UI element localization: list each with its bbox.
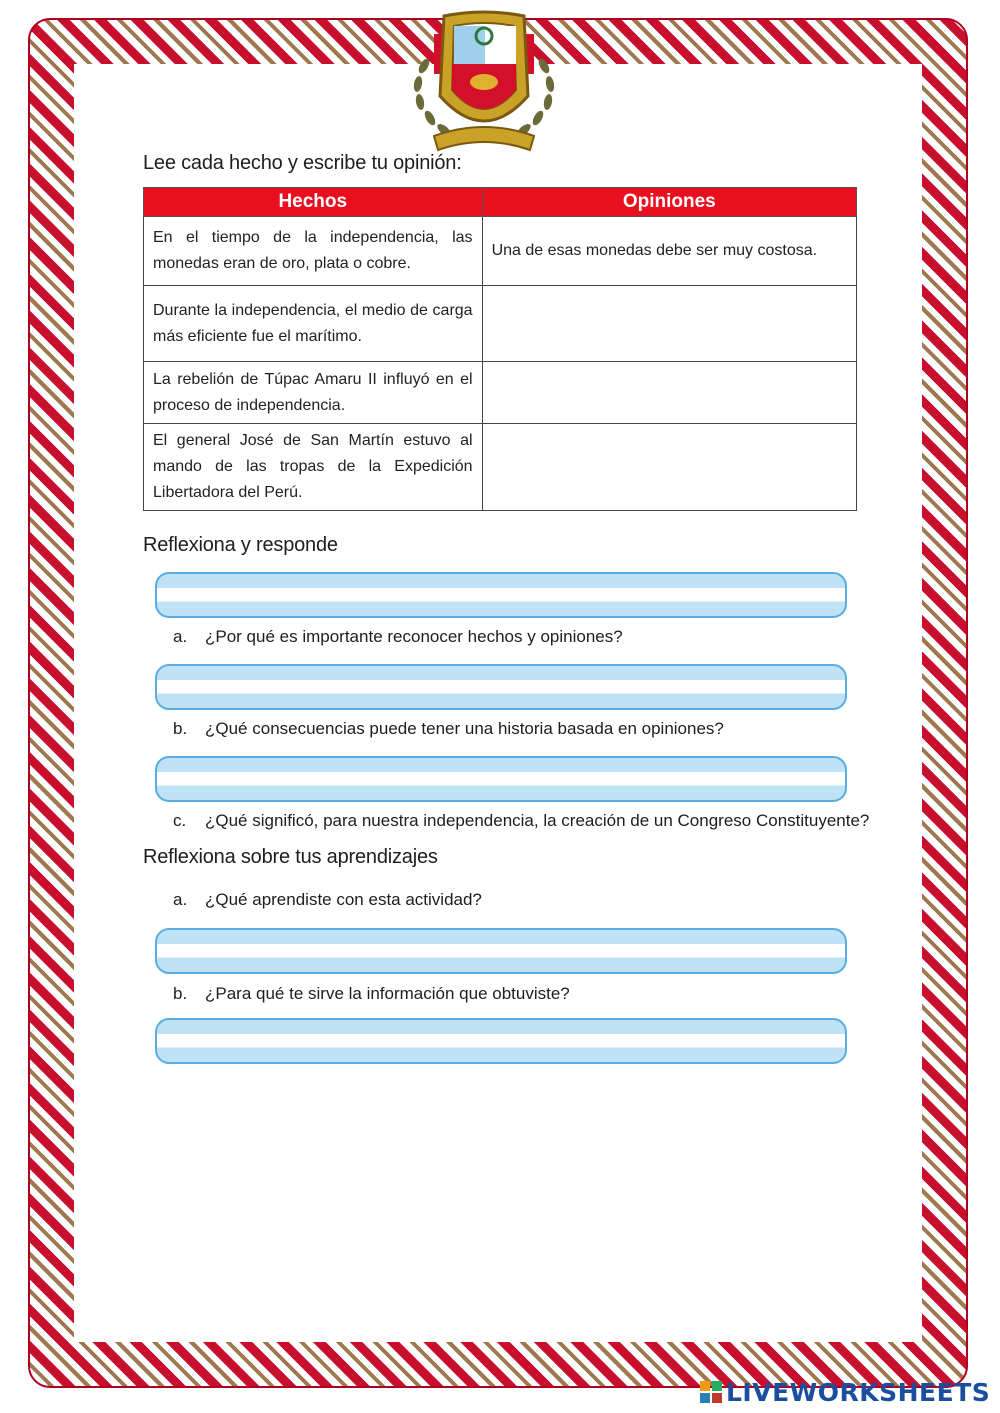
opinion-input[interactable] — [482, 362, 856, 424]
question-a — [173, 627, 623, 647]
table-row — [144, 217, 857, 286]
peru-coat-of-arms-icon — [404, 6, 564, 156]
opinion-input[interactable] — [482, 286, 856, 362]
fact-cell: El general José de San Martín estuvo al mando de las tropas de la Expedición Libertadora del Perú. — [144, 424, 483, 511]
facts-opinions-table — [143, 187, 857, 511]
question-text: ¿Qué consecuencias puede tener una historia basada en opiniones? — [205, 719, 724, 738]
opinion-input[interactable]: Una de esas monedas debe ser muy costosa. — [482, 217, 856, 286]
liveworksheets-brand — [700, 1374, 990, 1410]
table-header-row — [144, 188, 857, 217]
column-header-opinions: Opiniones — [482, 188, 856, 217]
section-heading-learning: Reflexiona sobre tus aprendizajes — [143, 846, 438, 868]
fact-cell: Durante la independencia, el medio de carga más eficiente fue el marítimo. — [144, 286, 483, 362]
learning-question-b — [173, 984, 570, 1004]
fact-cell: En el tiempo de la independencia, las monedas eran de oro, plata o cobre. — [144, 217, 483, 286]
question-letter: a. — [173, 890, 188, 909]
section-heading-reflect: Reflexiona y responde — [143, 534, 338, 556]
answer-input[interactable] — [155, 664, 847, 710]
question-text: ¿Qué aprendiste con esta actividad? — [205, 890, 482, 909]
answer-input[interactable] — [155, 756, 847, 802]
brand-name: LIVEWORKSHEETS — [726, 1377, 991, 1407]
question-letter: b. — [173, 719, 188, 738]
question-text: ¿Para qué te sirve la información que obtuviste? — [205, 984, 570, 1003]
section-heading-facts: Lee cada hecho y escribe tu opinión: — [143, 152, 462, 174]
question-letter: b. — [173, 984, 188, 1003]
question-c — [173, 811, 869, 831]
question-b — [173, 719, 724, 739]
table-row — [144, 424, 857, 511]
column-header-facts: Hechos — [144, 188, 483, 217]
answer-input[interactable] — [155, 572, 847, 618]
table-row — [144, 362, 857, 424]
table-row — [144, 286, 857, 362]
question-text: ¿Por qué es importante reconocer hechos y opiniones? — [205, 627, 623, 646]
liveworksheets-logo-icon — [700, 1381, 722, 1403]
question-text: ¿Qué significó, para nuestra independencia, la creación de un Congreso Constituyente? — [205, 811, 870, 830]
fact-cell: La rebelión de Túpac Amaru II influyó en el proceso de independencia. — [144, 362, 483, 424]
question-letter: c. — [173, 811, 187, 830]
answer-input[interactable] — [155, 928, 847, 974]
answer-input[interactable] — [155, 1018, 847, 1064]
learning-question-a — [173, 890, 482, 910]
question-letter: a. — [173, 627, 188, 646]
opinion-input[interactable] — [482, 424, 856, 511]
